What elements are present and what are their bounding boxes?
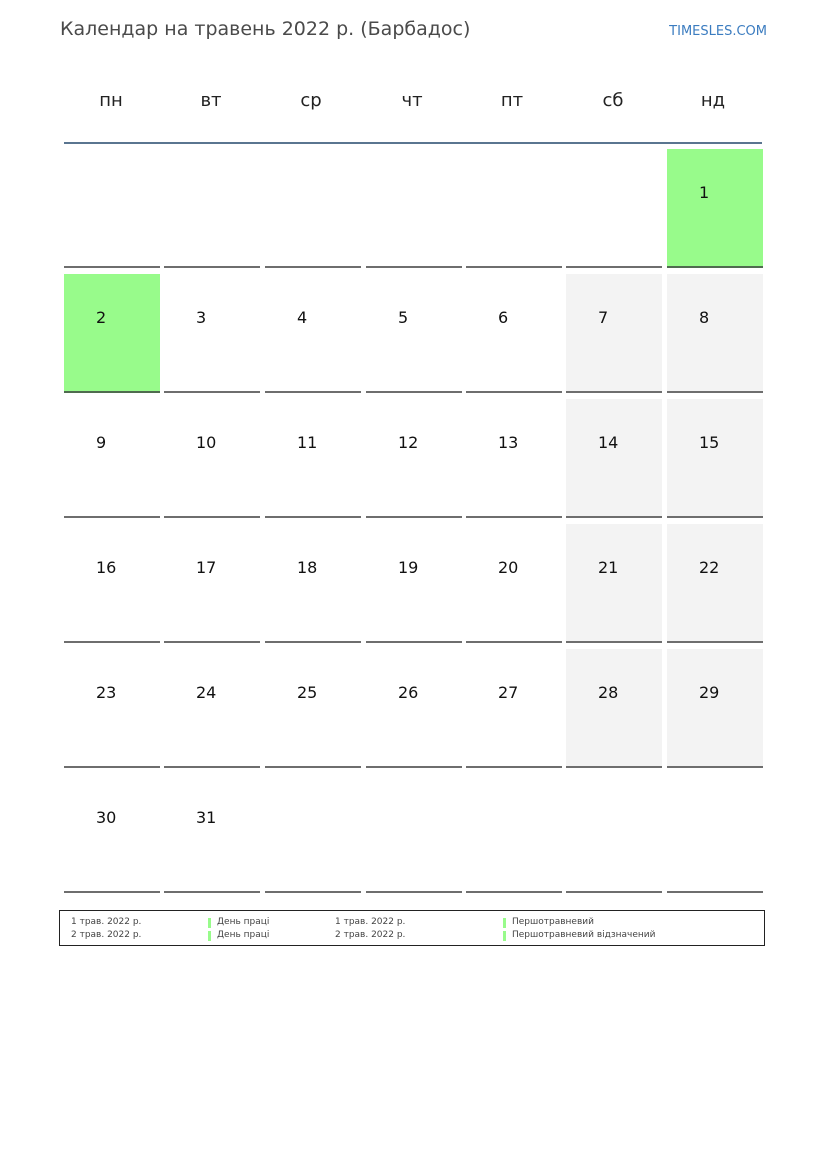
holiday-color-marker [208,931,211,941]
holiday-legend [59,910,765,946]
empty-day-cell [366,774,462,893]
day-cell[interactable] [164,774,260,893]
holiday-color-marker [503,918,506,928]
empty-day-cell [265,774,361,893]
day-cell[interactable] [64,524,160,643]
day-cell[interactable] [466,274,562,393]
empty-day-cell [366,149,462,268]
weekday-label: пн [99,90,123,111]
day-cell[interactable] [164,274,260,393]
day-number: 23 [96,683,117,702]
legend-date: 2 трав. 2022 р. [335,930,406,940]
weekday-header [63,90,764,120]
weekday-label: сб [602,90,624,111]
day-cell[interactable] [265,399,361,518]
empty-day-cell [466,774,562,893]
legend-holiday-name: День праці [217,917,270,927]
day-cell[interactable] [64,399,160,518]
legend-holiday-name: День праці [217,930,270,940]
day-cell[interactable] [265,649,361,768]
day-number: 24 [196,683,217,702]
day-cell[interactable] [64,274,160,393]
holiday-color-marker [208,918,211,928]
day-number: 30 [96,808,117,827]
day-number: 26 [398,683,419,702]
day-number: 28 [598,683,619,702]
day-cell[interactable] [64,774,160,893]
day-cell[interactable] [466,399,562,518]
empty-day-cell [566,774,662,893]
day-number: 8 [699,308,710,327]
day-cell[interactable] [667,649,763,768]
holiday-color-marker [503,931,506,941]
day-number: 7 [598,308,609,327]
legend-holiday-name: Першотравневий [512,917,594,927]
day-cell[interactable] [64,649,160,768]
day-number: 1 [699,183,710,202]
day-cell[interactable] [466,524,562,643]
empty-day-cell [64,149,160,268]
page-title: Календар на травень 2022 р. (Барбадос) [60,18,471,40]
day-cell[interactable] [366,649,462,768]
day-number: 4 [297,308,308,327]
day-cell[interactable] [566,649,662,768]
day-number: 22 [699,558,720,577]
day-number: 18 [297,558,318,577]
weekday-label: вт [200,90,222,111]
day-number: 6 [498,308,509,327]
day-number: 9 [96,433,107,452]
day-number: 27 [498,683,519,702]
legend-date: 2 трав. 2022 р. [71,930,142,940]
day-cell[interactable] [667,149,763,268]
day-cell[interactable] [164,524,260,643]
empty-day-cell [164,149,260,268]
day-number: 17 [196,558,217,577]
empty-day-cell [667,774,763,893]
day-cell[interactable] [566,524,662,643]
day-number: 2 [96,308,107,327]
day-cell[interactable] [466,649,562,768]
day-cell[interactable] [164,399,260,518]
brand-link[interactable]: TIMESLES.COM [669,24,767,39]
header-divider [64,142,762,144]
day-number: 21 [598,558,619,577]
day-number: 10 [196,433,217,452]
calendar-grid [64,149,764,895]
weekday-label: нд [700,90,726,111]
weekday-label: ср [300,90,322,111]
day-cell[interactable] [566,399,662,518]
day-number: 25 [297,683,318,702]
day-cell[interactable] [366,399,462,518]
day-cell[interactable] [366,274,462,393]
empty-day-cell [265,149,361,268]
day-cell[interactable] [265,524,361,643]
day-number: 31 [196,808,217,827]
day-number: 11 [297,433,318,452]
day-number: 13 [498,433,519,452]
day-cell[interactable] [164,649,260,768]
day-number: 5 [398,308,409,327]
legend-row [60,930,764,943]
weekday-label: пт [500,90,524,111]
legend-date: 1 трав. 2022 р. [335,917,406,927]
legend-holiday-name: Першотравневий відзначений [512,930,656,940]
legend-row [60,917,764,930]
day-number: 3 [196,308,207,327]
empty-day-cell [566,149,662,268]
day-cell[interactable] [265,274,361,393]
day-cell[interactable] [566,274,662,393]
day-number: 15 [699,433,720,452]
day-cell[interactable] [667,524,763,643]
empty-day-cell [466,149,562,268]
day-cell[interactable] [667,399,763,518]
day-number: 19 [398,558,419,577]
day-number: 20 [498,558,519,577]
day-cell[interactable] [366,524,462,643]
legend-date: 1 трав. 2022 р. [71,917,142,927]
day-number: 14 [598,433,619,452]
day-cell[interactable] [667,274,763,393]
day-number: 12 [398,433,419,452]
day-number: 16 [96,558,117,577]
day-number: 29 [699,683,720,702]
weekday-label: чт [401,90,423,111]
